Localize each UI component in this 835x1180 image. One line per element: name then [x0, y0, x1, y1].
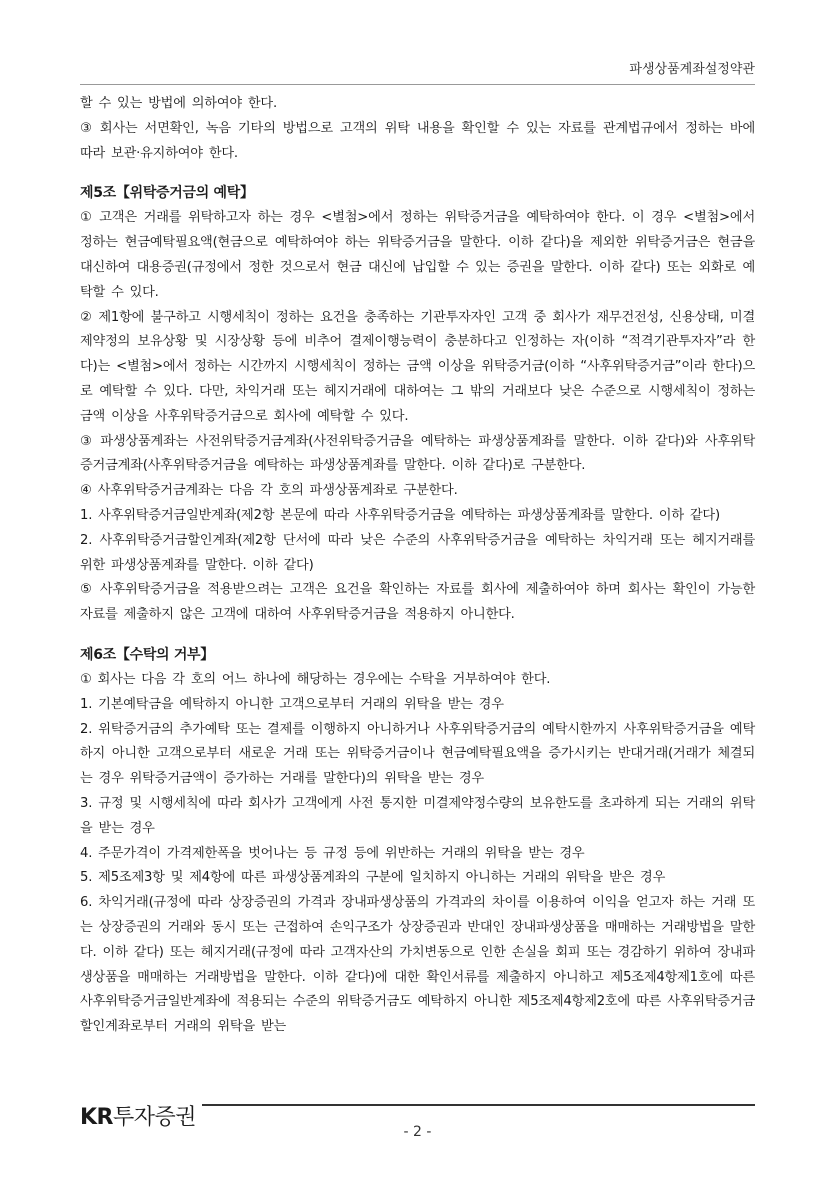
- article-5-clause-3: ③ 파생상품계좌는 사전위탁증거금계좌(사전위탁증거금을 예탁하는 파생상품계좌를 말한다. 이하 같다)와 사후위탁증거금계좌(사후위탁증거금을 예탁하는 파생상품계좌를 말한다. 이하 같다)로 구분한다.: [80, 433, 755, 474]
- logo-name-text: 투자증권: [113, 1105, 197, 1130]
- paragraph: 할 수 있는 방법에 의하여야 한다.: [80, 96, 277, 111]
- article-5-item-1: 1. 사후위탁증거금일반계좌(제2항 본문에 따라 사후위탁증거금을 예탁하는 파생상품계좌를 말한다. 이하 같다): [80, 507, 720, 523]
- article-5-clause-2: ② 제1항에 불구하고 시행세칙이 정하는 요건을 충족하는 기관투자자인 고객 중 회사가 재무건전성, 신용상태, 미결제약정의 보유상황 및 시장상황 등에 비추어 결제이행능력이 충분하다고 인정하는 자(이하 “적격기관투자자”라 한다)는 <별첨>에서 정하는 시간까지 시행세칙이 정하는 금액 이상을 위탁증거금(이하 “사후위탁증거금”이라 한다)으로 예탁할 수 있다. 다만, 차익거래 또는 헤지거래에 대하여는 그 밖의 거래보다 낮은 수준으로 시행세칙이 정하는 금액 이상을 사후위탁증거금으로 회사에 예탁할 수 있다.: [80, 309, 755, 424]
- header-divider: [80, 84, 755, 85]
- article-6-item-6: 6. 차익거래(규정에 따라 상장증권의 가격과 장내파생상품의 가격과의 차이를 이용하여 이익을 얻고자 하는 거래 또는 상장증권의 거래와 동시 또는 근접하여 손익구조가 상장증권과 반대인 장내파생상품을 매매하는 거래방법을 말한다. 이하 같다) 또는 헤지거래(규정에 따라 고객자산의 가치변동으로 인한 손실을 회피 또는 경감하기 위하여 장내파생상품을 매매하는 거래방법을 말한다. 이하 같다)에 대한 확인서류를 제출하지 아니하고 제5조제4항제1호에 따른 사후위탁증거금일반계좌에 적용되는 수준의 위탁증거금도 예탁하지 아니한 제5조제4항제2호에 따른 사후위탁증거금할인계좌로부터 거래의 위탁을 받는: [80, 895, 755, 1035]
- article-6-item-5: 5. 제5조제3항 및 제4항에 따른 파생상품계좌의 구분에 일치하지 아니하는 거래의 위탁을 받은 경우: [80, 870, 666, 886]
- article-5-heading: 제5조【위탁증거금의 예탁】: [80, 185, 254, 202]
- document-header-title: 파생상품계좌설정약관: [629, 62, 755, 77]
- logo-kr-text: KR: [80, 1105, 113, 1130]
- page-number: - 2 -: [403, 1124, 432, 1140]
- article-5-clause-1: ① 고객은 거래를 위탁하고자 하는 경우 <별첨>에서 정하는 위탁증거금을 예탁하여야 한다. 이 경우 <별첨>에서 정하는 현금예탁필요액(현금으로 예탁하여야 하는 위탁증거금을 말한다. 이하 같다)을 제외한 위탁증거금은 현금을 대신하여 대용증권(규정에서 정한 것으로서 현금 대신에 납입할 수 있는 증권을 말한다. 이하 같다) 또는 외화로 예탁할 수 있다.: [80, 210, 755, 300]
- article-6-item-4: 4. 주문가격이 가격제한폭을 벗어나는 등 규정 등에 위반하는 거래의 위탁을 받는 경우: [80, 845, 585, 861]
- article-5-item-2: 2. 사후위탁증거금할인계좌(제2항 단서에 따라 낮은 수준의 사후위탁증거금을 예탁하는 차익거래 또는 헤지거래를 위한 파생상품계좌를 말한다. 이하 같다): [80, 532, 755, 573]
- article-6-clause-1: ① 회사는 다음 각 호의 어느 하나에 해당하는 경우에는 수탁을 거부하여야 한다.: [80, 671, 551, 687]
- article-5-clause-4: ④ 사후위탁증거금계좌는 다음 각 호의 파생상품계좌로 구분한다.: [80, 483, 458, 499]
- document-body: [80, 92, 755, 1040]
- article-5-clause-5: ⑤ 사후위탁증거금을 적용받으려는 고객은 요건을 확인하는 자료를 회사에 제출하여야 하며 회사는 확인이 가능한 자료를 제출하지 않은 고객에 대하여 사후위탁증거금을 적용하지 아니한다.: [80, 582, 755, 623]
- article-6-heading: 제6조【수탁의 거부】: [80, 646, 214, 663]
- article-6-item-3: 3. 규정 및 시행세칙에 따라 회사가 고객에게 사전 통지한 미결제약정수량의 보유한도를 초과하게 되는 거래의 위탁을 받는 경우: [80, 795, 755, 836]
- paragraph: ③ 회사는 서면확인, 녹음 기타의 방법으로 고객의 위탁 내용을 확인할 수 있는 자료를 관계법규에서 정하는 바에 따라 보관·유지하여야 한다.: [80, 120, 755, 161]
- article-6-item-2: 2. 위탁증거금의 추가예탁 또는 결제를 이행하지 아니하거나 사후위탁증거금의 예탁시한까지 사후위탁증거금을 예탁하지 아니한 고객으로부터 새로운 거래 또는 위탁증거금이나 현금예탁필요액을 증가시키는 반대거래(거래가 체결되는 경우 위탁증거금액이 증가하는 거래를 말한다)의 위탁을 받는 경우: [80, 721, 755, 787]
- article-6-item-1: 1. 기본예탁금을 예탁하지 아니한 고객으로부터 거래의 위탁을 받는 경우: [80, 696, 504, 712]
